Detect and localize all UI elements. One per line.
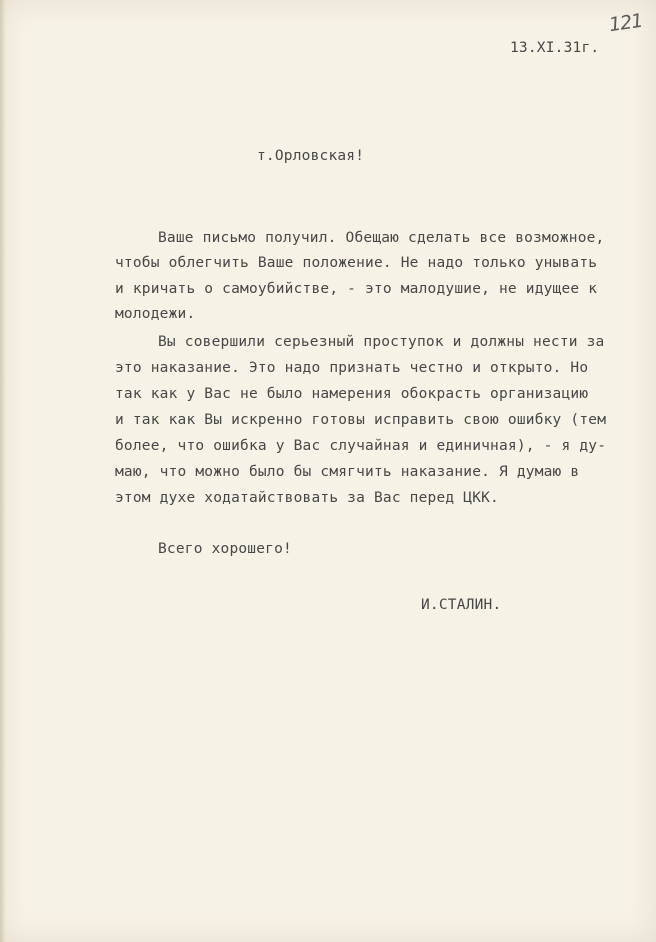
- folio-number: 121: [607, 9, 644, 37]
- paragraph2-line: более, что ошибка у Вас случайная и единичная), - я ду-: [115, 438, 607, 454]
- paragraph2-line: это наказание. Это надо признать честно и открыто. Но: [115, 360, 589, 376]
- paragraph2-line: этом духе ходатайствовать за Вас перед ЦКК.: [115, 490, 499, 506]
- page-edge-shadow: [0, 0, 6, 942]
- paragraph1-line: и кричать о самоубийстве, - это малодушие, не идущее к: [115, 281, 598, 297]
- letter-signature: И.СТАЛИН.: [421, 597, 502, 613]
- paragraph2-line: так как у Вас не было намерения обокрасть организацию: [115, 386, 589, 402]
- letter-salutation: т.Орловская!: [257, 148, 365, 164]
- letter-closing: Всего хорошего!: [158, 541, 292, 557]
- paragraph1-line: Ваше письмо получил. Обещаю сделать все возможное,: [158, 230, 605, 246]
- paragraph2-line: маю, что можно было бы смягчить наказание. Я думаю в: [115, 464, 580, 480]
- paragraph1-line: чтобы облегчить Ваше положение. Не надо только унывать: [115, 255, 598, 271]
- paragraph2-line: и так как Вы искренно готовы исправить свою ошибку (тем: [115, 412, 607, 428]
- paragraph2-line: Вы совершили серьезный проступок и должны нести за: [158, 334, 605, 350]
- letter-date: 13.XI.31г.: [510, 40, 600, 56]
- paragraph1-line: молодежи.: [115, 306, 196, 322]
